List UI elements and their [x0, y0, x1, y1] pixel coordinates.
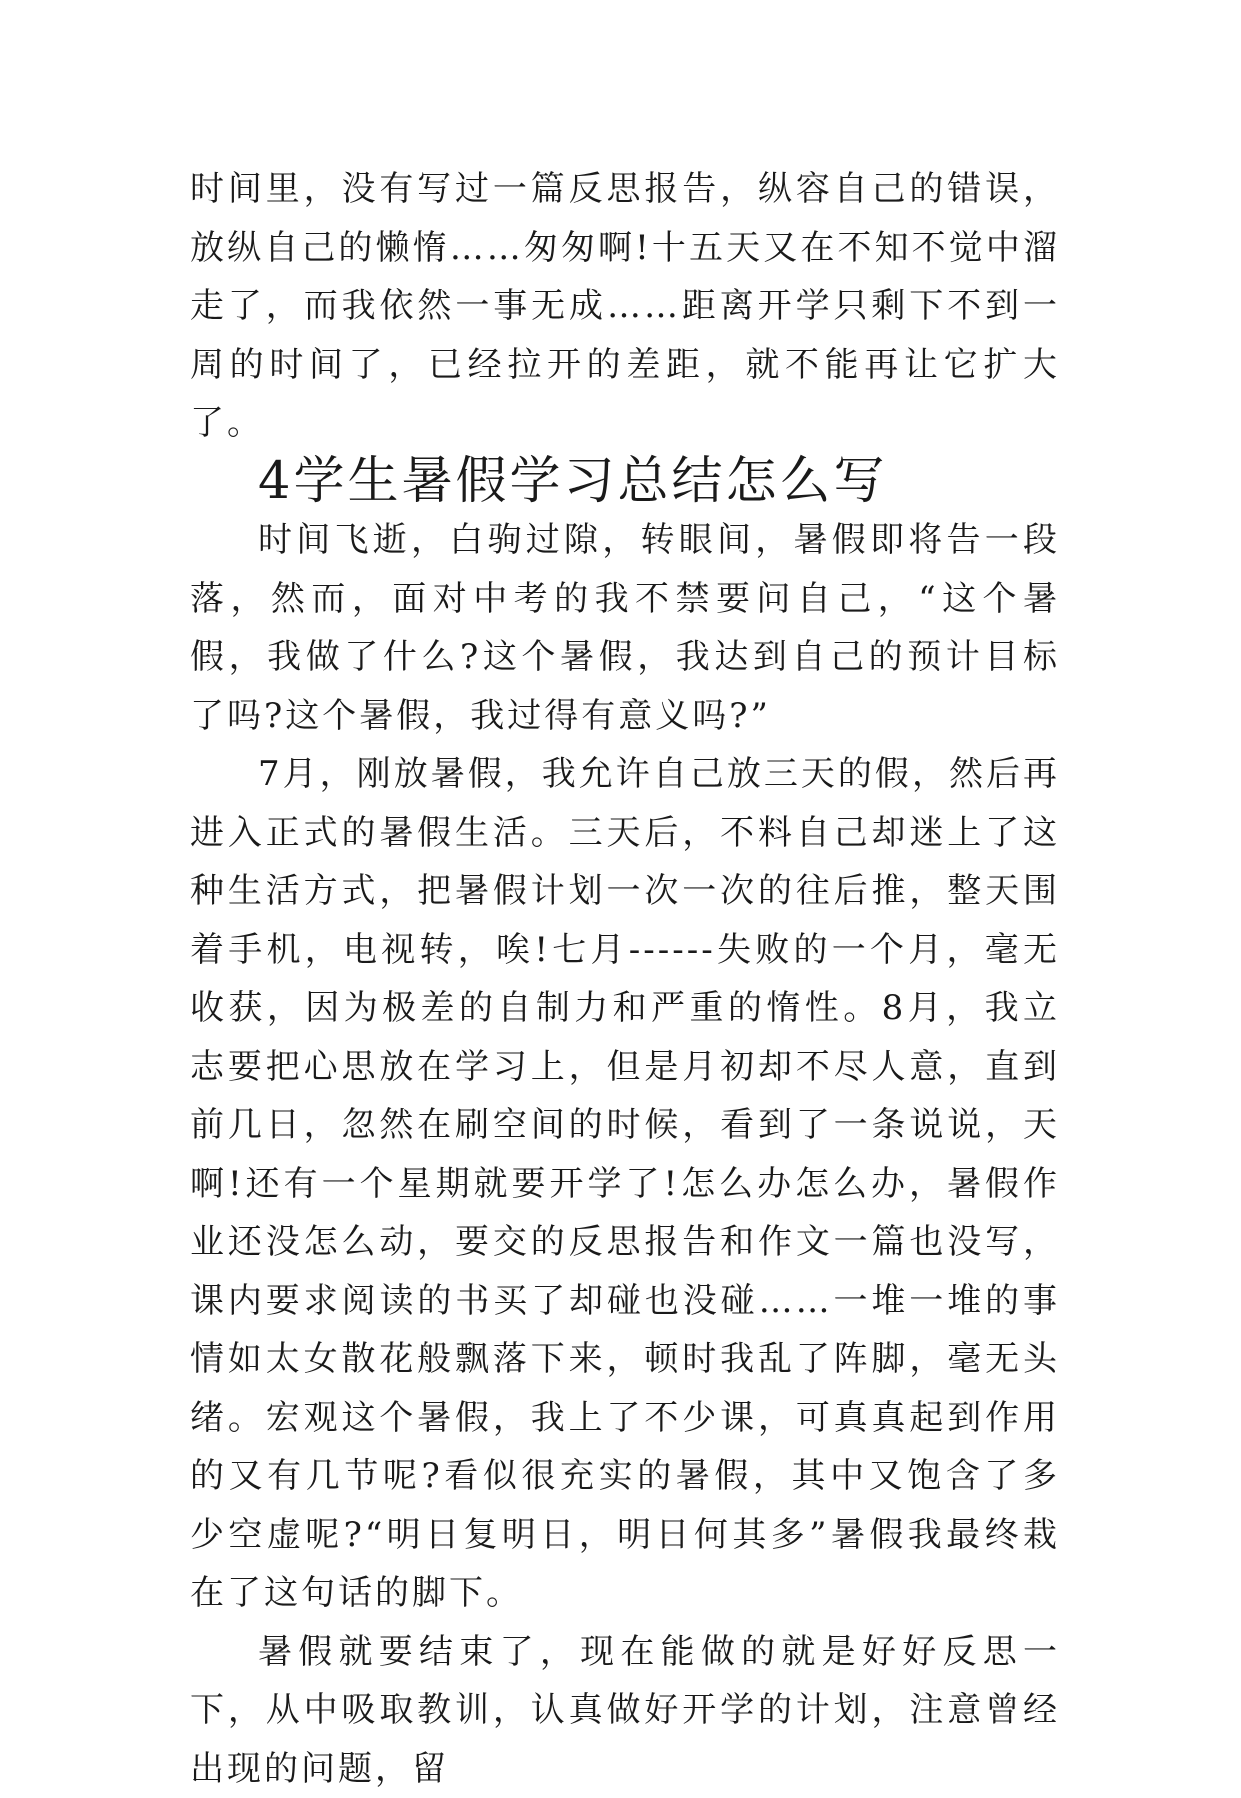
paragraph-intro: 时间飞逝，白驹过隙，转眼间，暑假即将告一段落，然而，面对中考的我不禁要问自己，“这个暑假，我做了什么?这个暑假，我达到自己的预计目标了吗?这个暑假，我过得有意义吗?” [190, 511, 1060, 745]
paragraph-continuation: 时间里，没有写过一篇反思报告，纵容自己的错误，放纵自己的懒惰……匆匆啊!十五天又在不知不觉中溜走了，而我依然一事无成……距离开学只剩下不到一周的时间了，已经拉开的差距，就不能再让它扩大了。 [190, 160, 1060, 453]
paragraph-reflection: 暑假就要结束了，现在能做的就是好好反思一下，从中吸取教训，认真做好开学的计划，注意曾经出现的问题，留 [190, 1623, 1060, 1798]
section-heading: 4学生暑假学习总结怎么写 [190, 453, 1060, 512]
document-body [190, 160, 1060, 1798]
paragraph-july-august: 7月，刚放暑假，我允许自己放三天的假，然后再进入正式的暑假生活。三天后，不料自己却迷上了这种生活方式，把暑假计划一次一次的往后推，整天围着手机，电视转，唉!七月------失败的一个月，毫无收获，因为极差的自制力和严重的惰性。8月，我立志要把心思放在学习上，但是月初却不尽人意，直到前几日，忽然在刷空间的时候，看到了一条说说，天啊!还有一个星期就要开学了!怎么办怎么办，暑假作业还没怎么动，要交的反思报告和作文一篇也没写，课内要求阅读的书买了却碰也没碰……一堆一堆的事情如太女散花般飘落下来，顿时我乱了阵脚，毫无头绪。宏观这个暑假，我上了不少课，可真真起到作用的又有几节呢?看似很充实的暑假，其中又饱含了多少空虚呢?“明日复明日，明日何其多”暑假我最终栽在了这句话的脚下。 [190, 745, 1060, 1623]
